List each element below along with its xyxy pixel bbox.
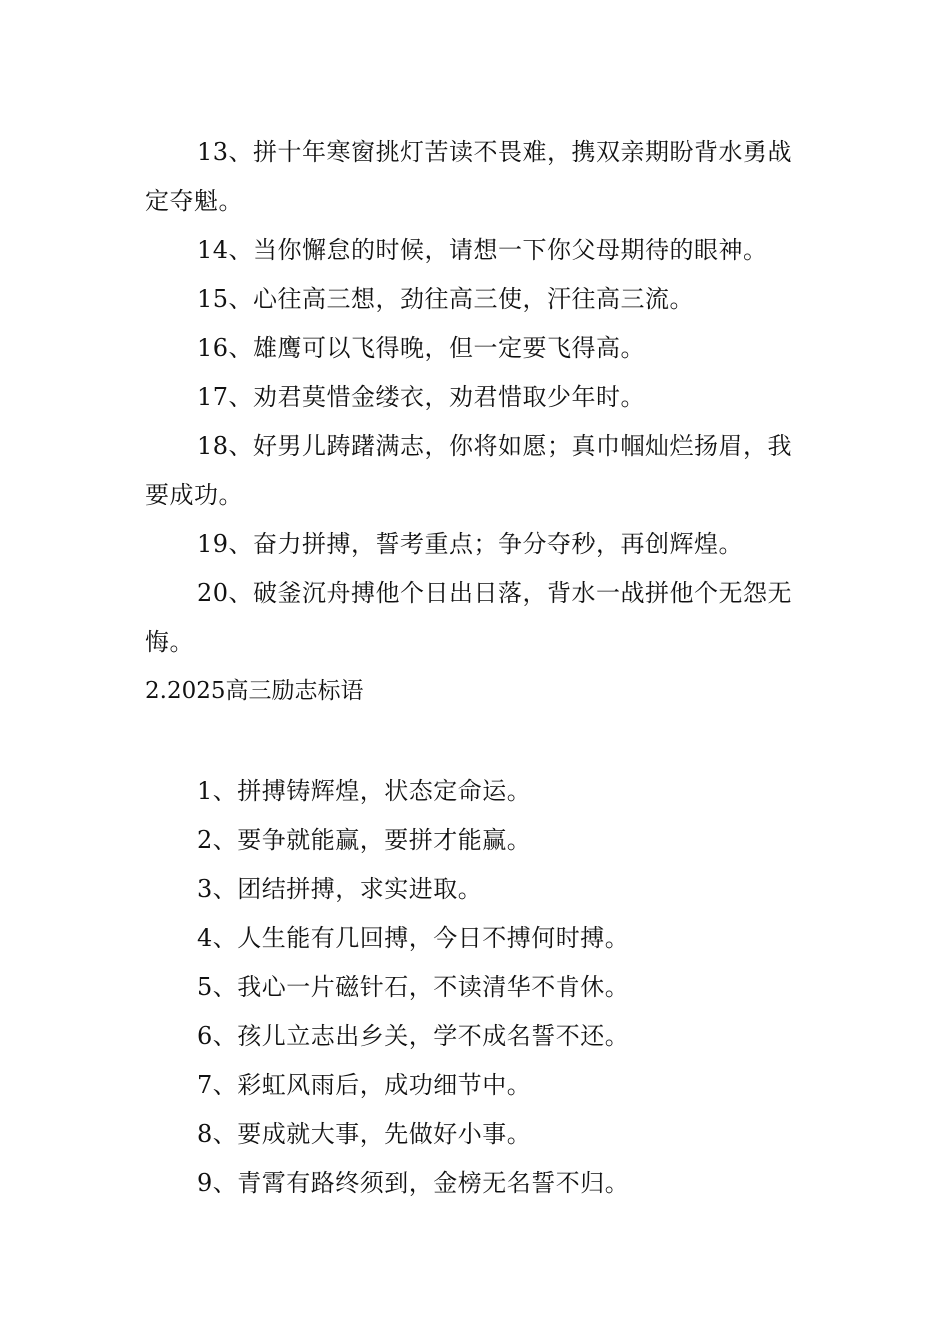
list-item: 6、孩儿立志出乡关，学不成名誓不还。 (197, 1022, 630, 1050)
section-heading: 2.2025高三励志标语 (145, 678, 364, 704)
list-item: 16、雄鹰可以飞得晚，但一定要飞得高。 (197, 334, 646, 362)
list-item: 15、心往高三想，劲往高三使，汗往高三流。 (197, 285, 695, 313)
list-item: 2、要争就能赢，要拼才能赢。 (197, 826, 532, 854)
list-item: 13、拼十年寒窗挑灯苦读不畏难，携双亲期盼背水勇战定夺魁。 (145, 138, 793, 215)
list-item: 4、人生能有几回搏，今日不搏何时搏。 (197, 924, 630, 952)
list-item: 7、彩虹风雨后，成功细节中。 (197, 1071, 532, 1099)
document-body (145, 128, 810, 1208)
slogan-list-continued (145, 128, 810, 667)
list-item: 14、当你懈怠的时候，请想一下你父母期待的眼神。 (197, 236, 768, 264)
list-item: 17、劝君莫惜金缕衣，劝君惜取少年时。 (197, 383, 646, 411)
spacer (145, 716, 810, 767)
list-item: 3、团结拼搏，求实进取。 (197, 875, 483, 903)
list-item: 9、青霄有路终须到，金榜无名誓不归。 (197, 1169, 630, 1197)
list-item: 8、要成就大事，先做好小事。 (197, 1120, 532, 1148)
list-item: 19、奋力拼搏，誓考重点；争分夺秒，再创辉煌。 (197, 530, 744, 558)
list-item: 1、拼搏铸辉煌，状态定命运。 (197, 777, 532, 805)
slogan-list (145, 767, 810, 1208)
list-item: 20、破釜沉舟搏他个日出日落，背水一战拼他个无怨无悔。 (145, 579, 793, 656)
list-item: 5、我心一片磁针石，不读清华不肯休。 (197, 973, 630, 1001)
list-item: 18、好男儿踌躇满志，你将如愿；真巾帼灿烂扬眉，我要成功。 (145, 432, 793, 509)
